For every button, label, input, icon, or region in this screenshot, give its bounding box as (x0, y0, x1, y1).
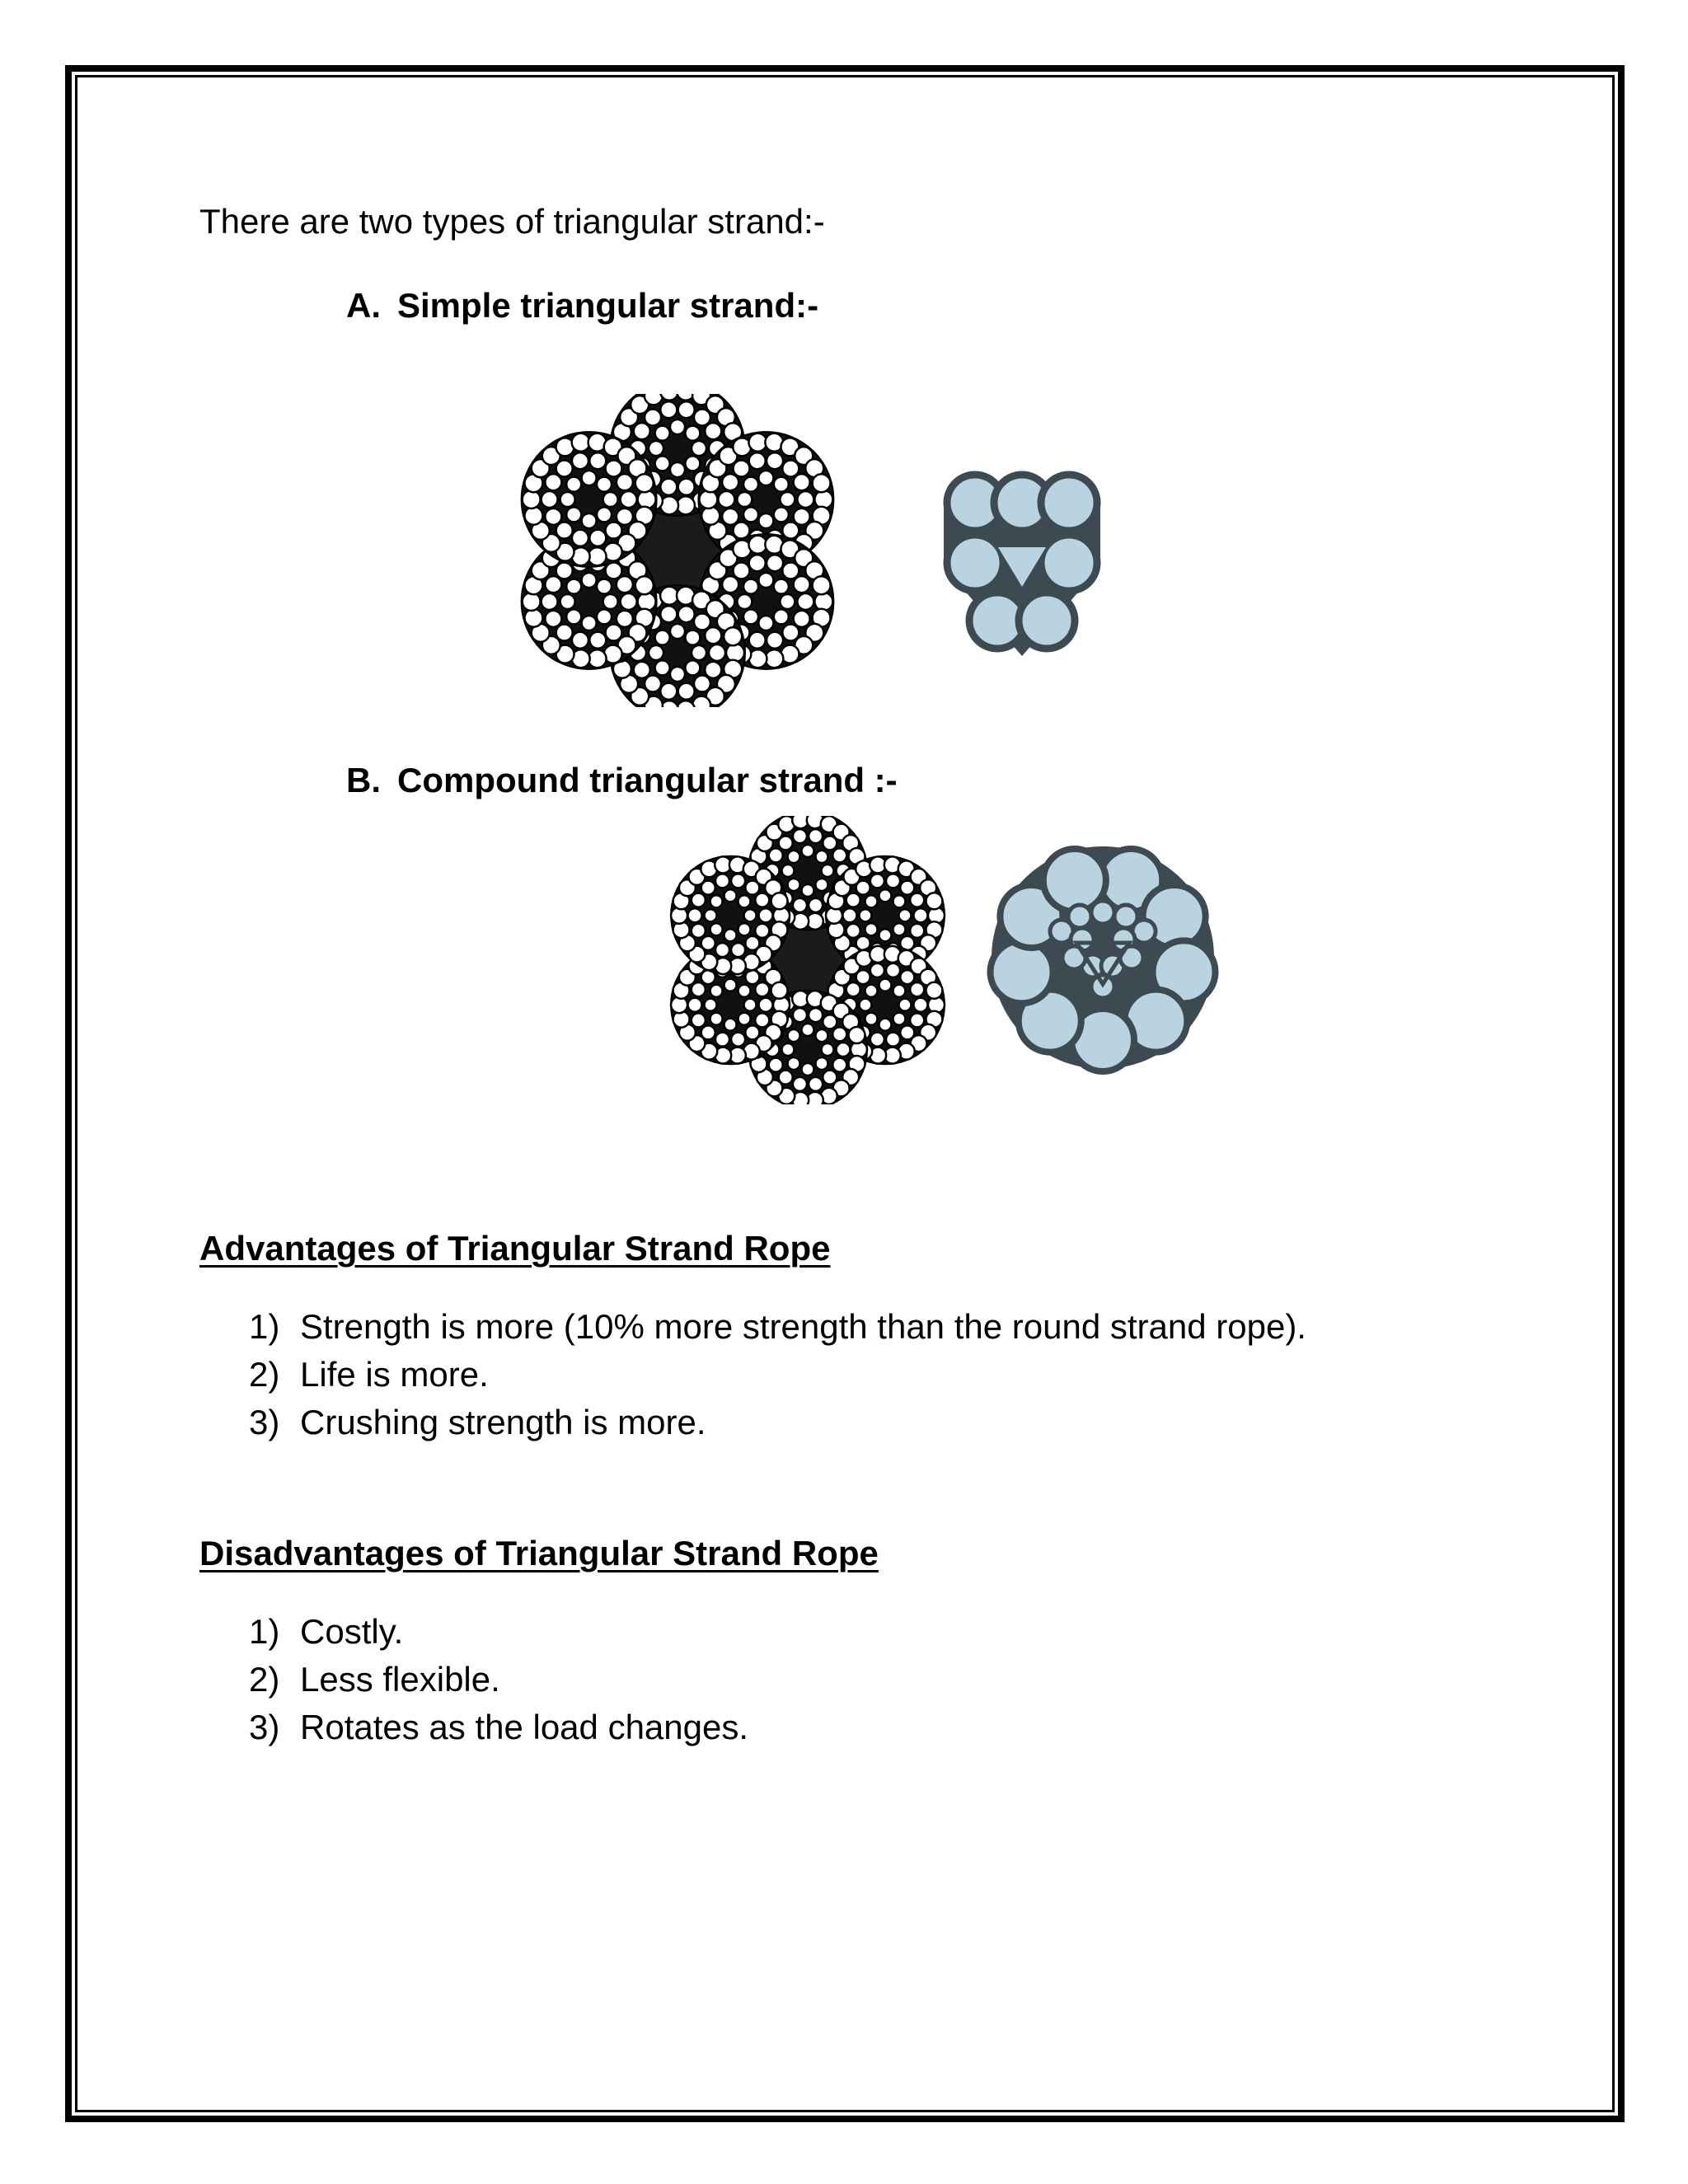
advantage-item-1: 1) Strength is more (10% more strength than the round strand rope). (249, 1307, 1306, 1346)
compound-rope-wires (671, 816, 945, 1104)
section-a-title: Simple triangular strand:- (397, 286, 819, 325)
advantage-item-2: 2) Life is more. (249, 1355, 489, 1394)
disadvantage-item-3: 3) Rotates as the load changes. (249, 1708, 749, 1746)
section-b-title: Compound triangular strand :- (397, 761, 898, 799)
simple-rope-cross-section-figure (504, 394, 851, 707)
simple-rope-wires (522, 394, 834, 707)
compound-rope-cross-section-figure (651, 816, 964, 1104)
disadvantages-heading: Disadvantages of Triangular Strand Rope (199, 1534, 879, 1572)
advantages-heading: Advantages of Triangular Strand Rope (199, 1229, 831, 1268)
advantage-item-3: 3) Crushing strength is more. (249, 1403, 706, 1441)
compound-strand-detail-figure (971, 834, 1235, 1085)
disadvantage-item-1: 1) Costly. (249, 1612, 404, 1651)
section-b-marker: B. (346, 761, 381, 799)
simple-strand-detail-figure (911, 452, 1133, 670)
disadvantage-item-2: 2) Less flexible. (249, 1660, 500, 1699)
intro-text: There are two types of triangular strand:- (199, 202, 825, 241)
section-a-marker: A. (346, 286, 381, 325)
